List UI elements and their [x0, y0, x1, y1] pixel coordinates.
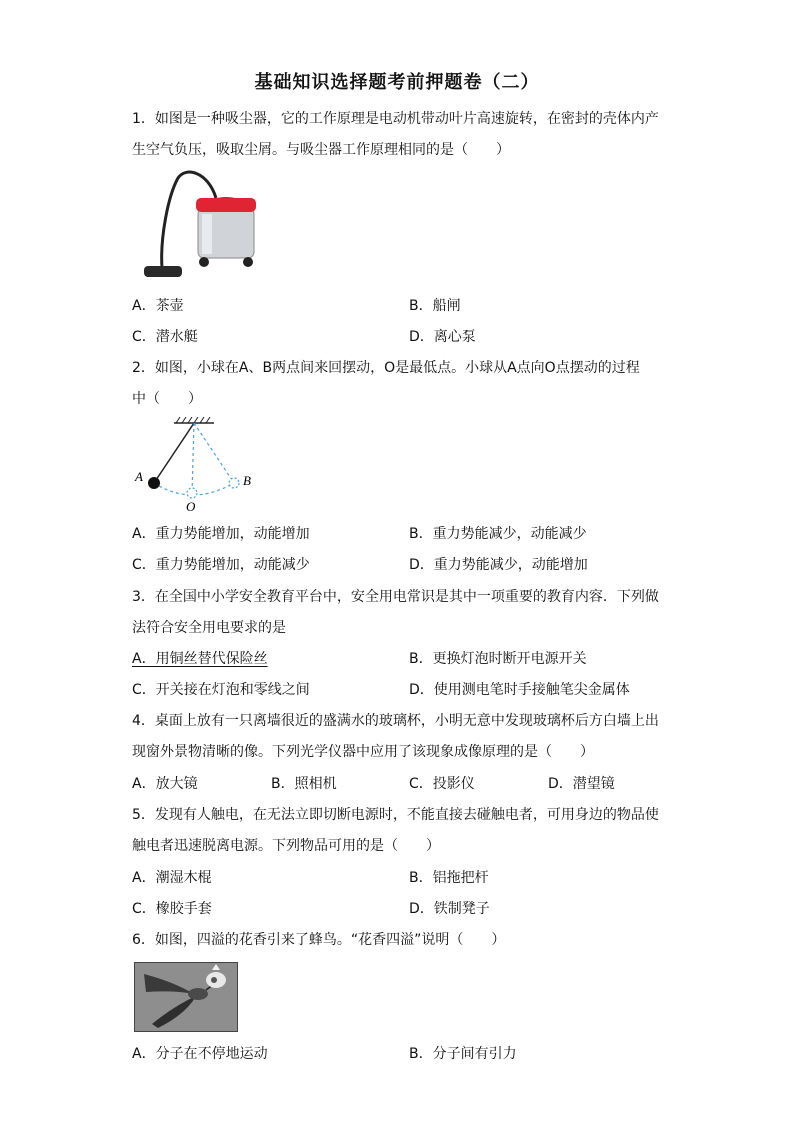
question-5-option-b: B．铝拖把杆: [409, 870, 489, 886]
question-4-option-a: A．放大镜: [132, 776, 198, 792]
question-3-line-1: 3．在全国中小学安全教育平台中，安全用电常识是其中一项重要的教育内容．下列做: [132, 589, 659, 605]
point-b-label: B: [243, 473, 251, 488]
question-1-option-a: A．茶壶: [132, 298, 184, 314]
question-6-line-1: 6．如图，四溢的花香引来了蜂鸟。“花香四溢”说明（ ）: [132, 932, 506, 948]
question-1-option-c: C．潜水艇: [132, 329, 198, 345]
question-4-option-c: C．投影仪: [409, 776, 475, 792]
question-6-option-a: A．分子在不停地运动: [132, 1046, 268, 1062]
question-6-option-b: B．分子间有引力: [409, 1046, 517, 1062]
question-5-option-d: D．铁制凳子: [409, 901, 490, 917]
question-3-line-2: 法符合安全用电要求的是: [132, 620, 286, 636]
question-4-option-b: B．照相机: [271, 776, 337, 792]
question-4-line-2: 现窗外景物清晰的像。下列光学仪器中应用了该现象成像原理的是（ ）: [132, 744, 594, 760]
question-4-line-1: 4．桌面上放有一只离墙很近的盛满水的玻璃杯，小明无意中发现玻璃杯后方白墙上出: [132, 713, 659, 729]
question-3-option-b: B．更换灯泡时断开电源开关: [409, 651, 587, 667]
question-2-line-2: 中（ ）: [132, 391, 202, 407]
pendulum-diagram: [130, 417, 260, 513]
question-1-line-2: 生空气负压，吸取尘屑。与吸尘器工作原理相同的是（ ）: [132, 142, 510, 158]
question-1-option-d: D．离心泵: [409, 329, 476, 345]
question-2-option-d: D．重力势能减少，动能增加: [409, 557, 588, 573]
question-4-option-d: D．潜望镜: [548, 776, 615, 792]
question-5-line-1: 5．发现有人触电，在无法立即切断电源时，不能直接去碰触电者，可用身边的物品使: [132, 807, 659, 823]
question-1-line-1: 1．如图是一种吸尘器，它的工作原理是电动机带动叶片高速旋转，在密封的壳体内产: [132, 111, 659, 127]
question-5-option-a: A．潮湿木棍: [132, 870, 212, 886]
question-3-option-d: D．使用测电笔时手接触笔尖金属体: [409, 682, 630, 698]
vacuum-cleaner-image: [138, 168, 258, 288]
question-2-option-a: A．重力势能增加，动能增加: [132, 526, 310, 542]
point-a-label: A: [135, 469, 143, 484]
question-2-line-1: 2．如图，小球在A、B两点间来回摆动，O是最低点。小球从A点向O点摆动的过程: [132, 360, 640, 376]
question-2-option-b: B．重力势能减少，动能减少: [409, 526, 587, 542]
point-o-label: O: [186, 499, 196, 513]
hummingbird-photo: [134, 962, 238, 1032]
question-3-option-a: A．用铜丝替代保险丝: [132, 651, 268, 667]
question-1-option-b: B．船闸: [409, 298, 461, 314]
question-5-line-2: 触电者迅速脱离电源。下列物品可用的是（ ）: [132, 838, 440, 854]
question-3-option-c: C．开关接在灯泡和零线之间: [132, 682, 310, 698]
question-5-option-c: C．橡胶手套: [132, 901, 212, 917]
page-title: 基础知识选择题考前押题卷（二）: [254, 72, 540, 93]
question-2-option-c: C．重力势能增加，动能减少: [132, 557, 310, 573]
